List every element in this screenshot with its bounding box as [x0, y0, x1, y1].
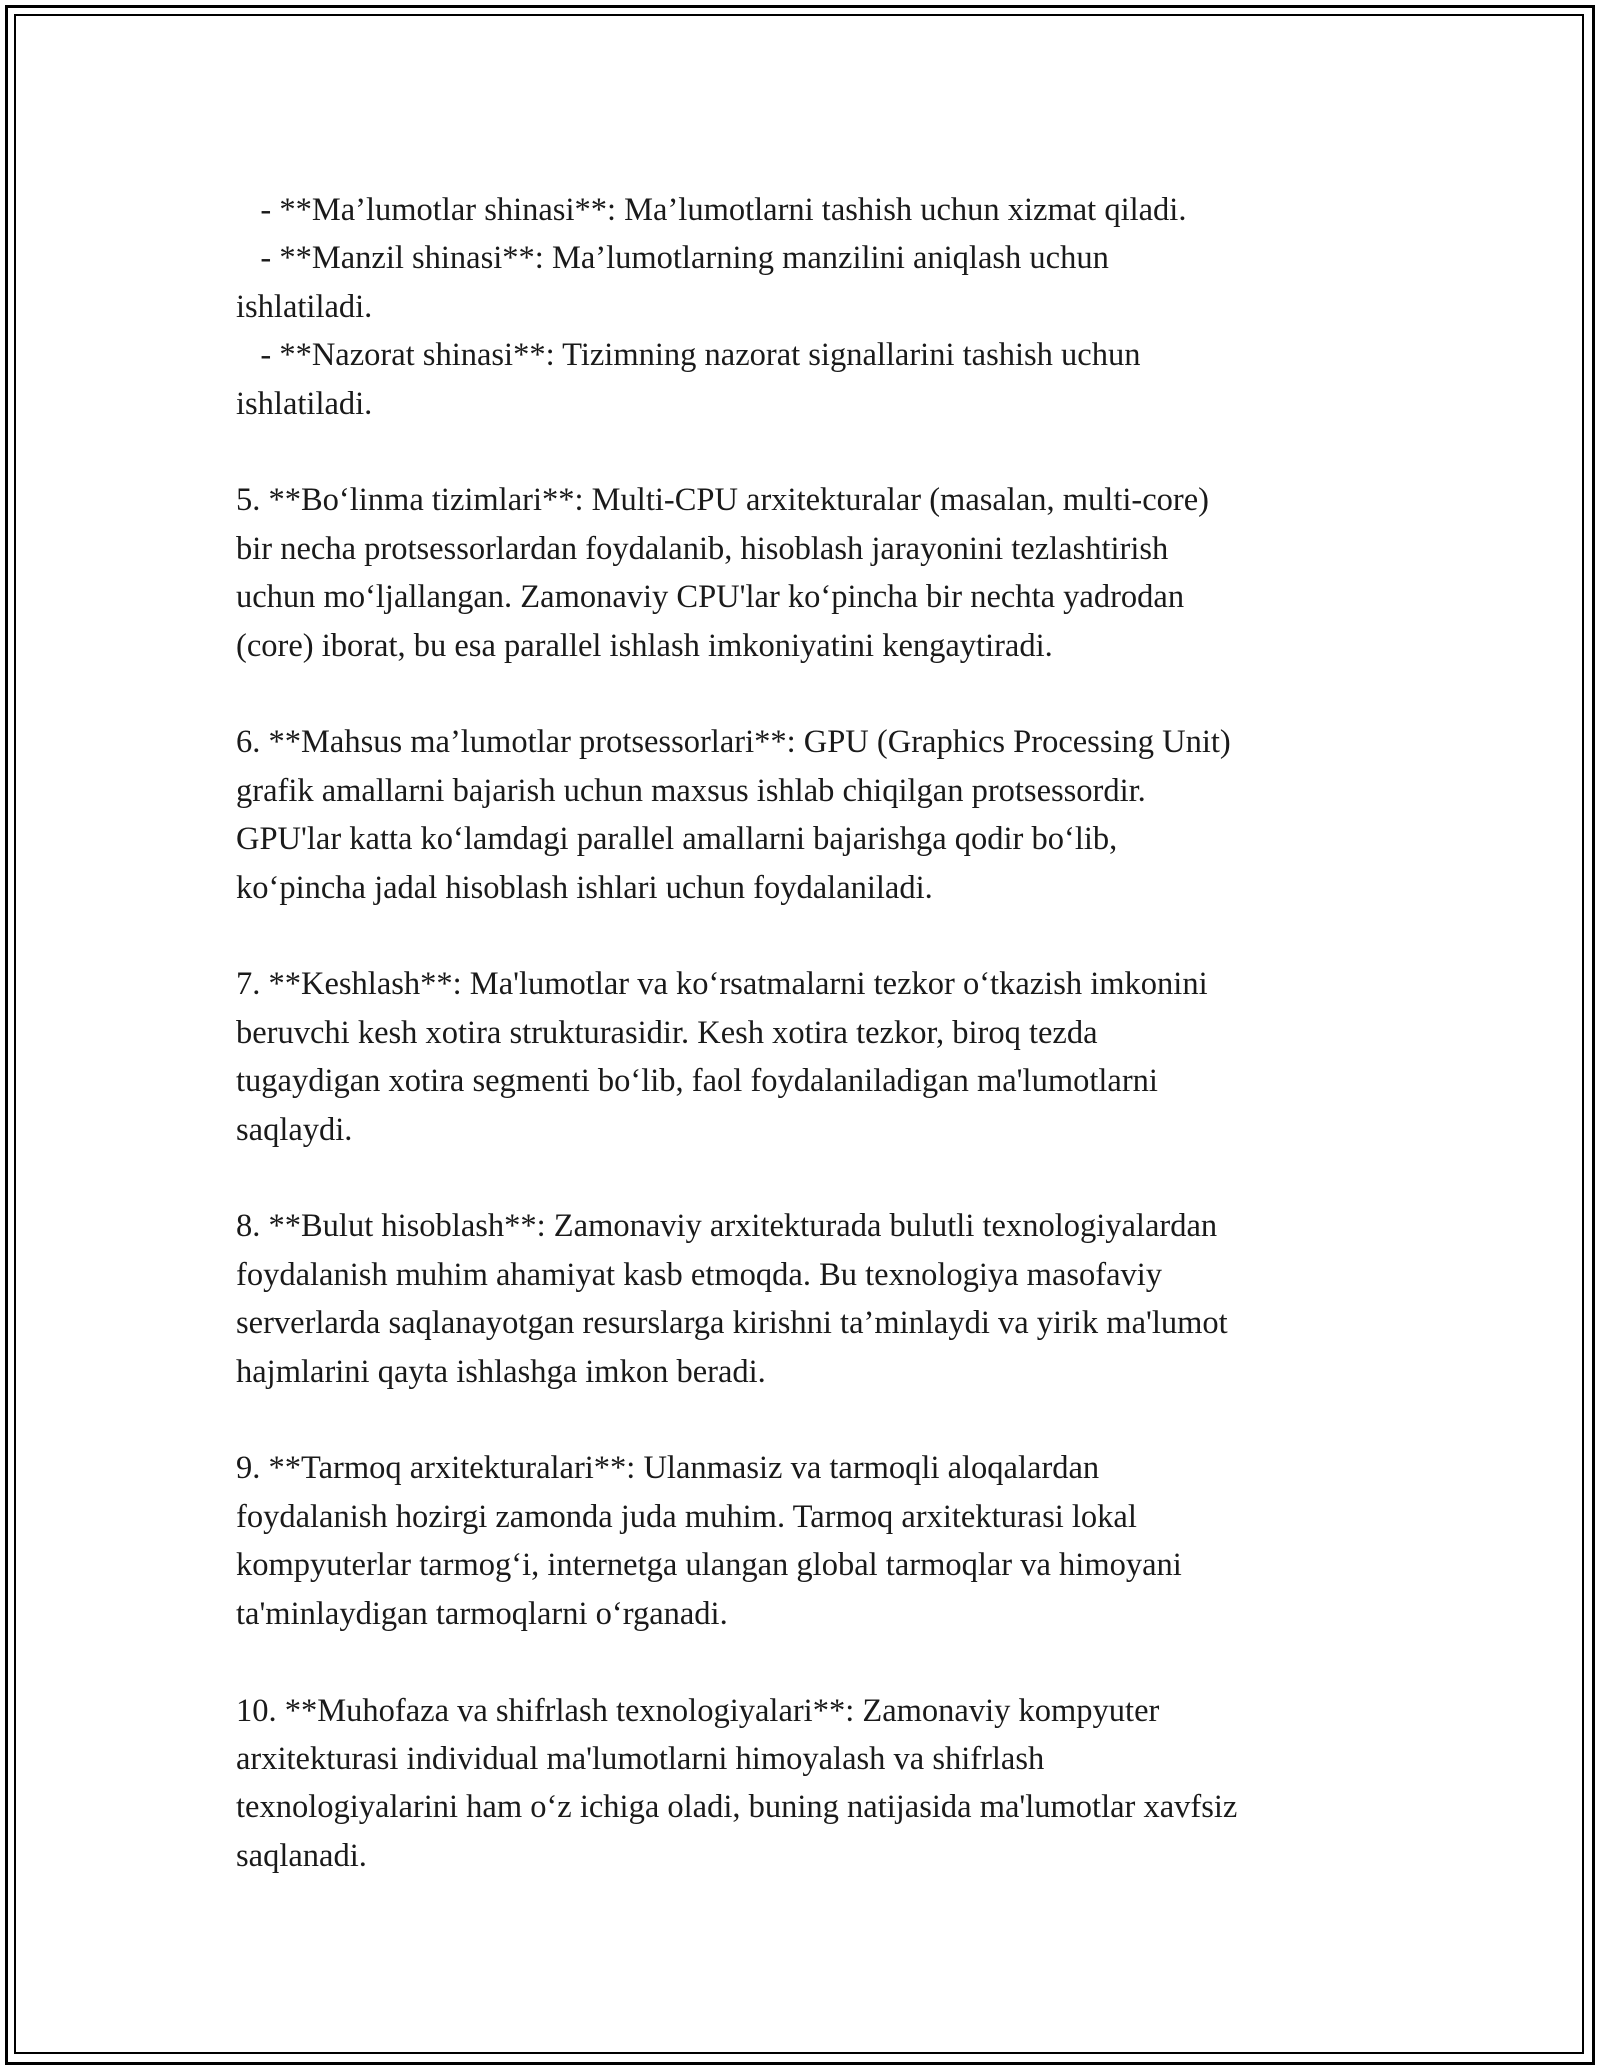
text-line: ishlatiladi. — [236, 288, 373, 325]
document-body — [236, 186, 1386, 1880]
text-line: foydalanish hozirgi zamonda juda muhim. Tarmoq arxitekturasi lokal — [236, 1498, 1137, 1535]
text-line: kompyuterlar tarmogʻi, internetga ulangan global tarmoqlar va himoyani — [236, 1547, 1182, 1584]
paragraph-gap — [236, 670, 1386, 718]
paragraph-gap — [236, 428, 1386, 476]
text-line: ishlatiladi. — [236, 385, 373, 422]
text-line: 8. **Bulut hisoblash**: Zamonaviy arxitekturada bulutli texnologiyalardan — [236, 1208, 1218, 1245]
text-line: - **Nazorat shinasi**: Tizimning nazorat signallarini tashish uchun — [236, 337, 1141, 374]
text-line: koʻpincha jadal hisoblash ishlari uchun foydalaniladi. — [236, 869, 933, 906]
text-line: 7. **Keshlash**: Ma'lumotlar va koʻrsatmalarni tezkor oʻtkazish imkonini — [236, 966, 1208, 1003]
text-line: 9. **Tarmoq arxitekturalari**: Ulanmasiz va tarmoqli aloqalardan — [236, 1450, 1100, 1487]
text-line: bir necha protsessorlardan foydalanib, hisoblash jarayonini tezlashtirish — [236, 530, 1169, 567]
text-line: serverlarda saqlanayotgan resurslarga kirishni ta’minlaydi va yirik ma'lumot — [236, 1305, 1228, 1342]
text-line: arxitekturasi individual ma'lumotlarni himoyalash va shifrlash — [236, 1740, 1045, 1777]
text-line: texnologiyalarini ham oʻz ichiga oladi, buning natijasida ma'lumotlar xavfsiz — [236, 1789, 1238, 1826]
text-line: foydalanish muhim ahamiyat kasb etmoqda. Bu texnologiya masofaviy — [236, 1256, 1163, 1293]
text-line: saqlanadi. — [236, 1837, 367, 1874]
text-line: - **Ma’lumotlar shinasi**: Ma’lumotlarni tashish uchun xizmat qiladi. — [236, 192, 1187, 228]
paragraph-gap — [236, 1154, 1386, 1202]
text-line: 10. **Muhofaza va shifrlash texnologiyalari**: Zamonaviy kompyuter — [236, 1692, 1160, 1729]
text-line: ta'minlaydigan tarmoqlarni oʻrganadi. — [236, 1595, 728, 1632]
text-line: beruvchi kesh xotira strukturasidir. Kesh xotira tezkor, biroq tezda — [236, 1014, 1098, 1051]
paragraph-gap — [236, 1638, 1386, 1686]
text-line: (core) iborat, bu esa parallel ishlash imkoniyatini kengaytiradi. — [236, 627, 1053, 664]
text-line: - **Manzil shinasi**: Ma’lumotlarning manzilini aniqlash uchun — [236, 240, 1109, 277]
text-line: 5. **Boʻlinma tizimlari**: Multi-CPU arxitekturalar (masalan, multi-core) — [236, 482, 1209, 519]
text-line: GPU'lar katta koʻlamdagi parallel amallarni bajarishga qodir boʻlib, — [236, 821, 1118, 858]
paragraph-gap — [236, 912, 1386, 960]
text-line: 6. **Mahsus ma’lumotlar protsessorlari**: GPU (Graphics Processing Unit) — [236, 724, 1231, 761]
text-line: uchun moʻljallangan. Zamonaviy CPU'lar koʻpincha bir nechta yadrodan — [236, 579, 1185, 616]
text-line: saqlaydi. — [236, 1111, 353, 1148]
text-line: grafik amallarni bajarish uchun maxsus ishlab chiqilgan protsessordir. — [236, 772, 1146, 809]
paragraph-gap — [236, 1396, 1386, 1444]
text-line: tugaydigan xotira segmenti boʻlib, faol foydalaniladigan ma'lumotlarni — [236, 1063, 1158, 1100]
text-line: hajmlarini qayta ishlashga imkon beradi. — [236, 1353, 766, 1390]
